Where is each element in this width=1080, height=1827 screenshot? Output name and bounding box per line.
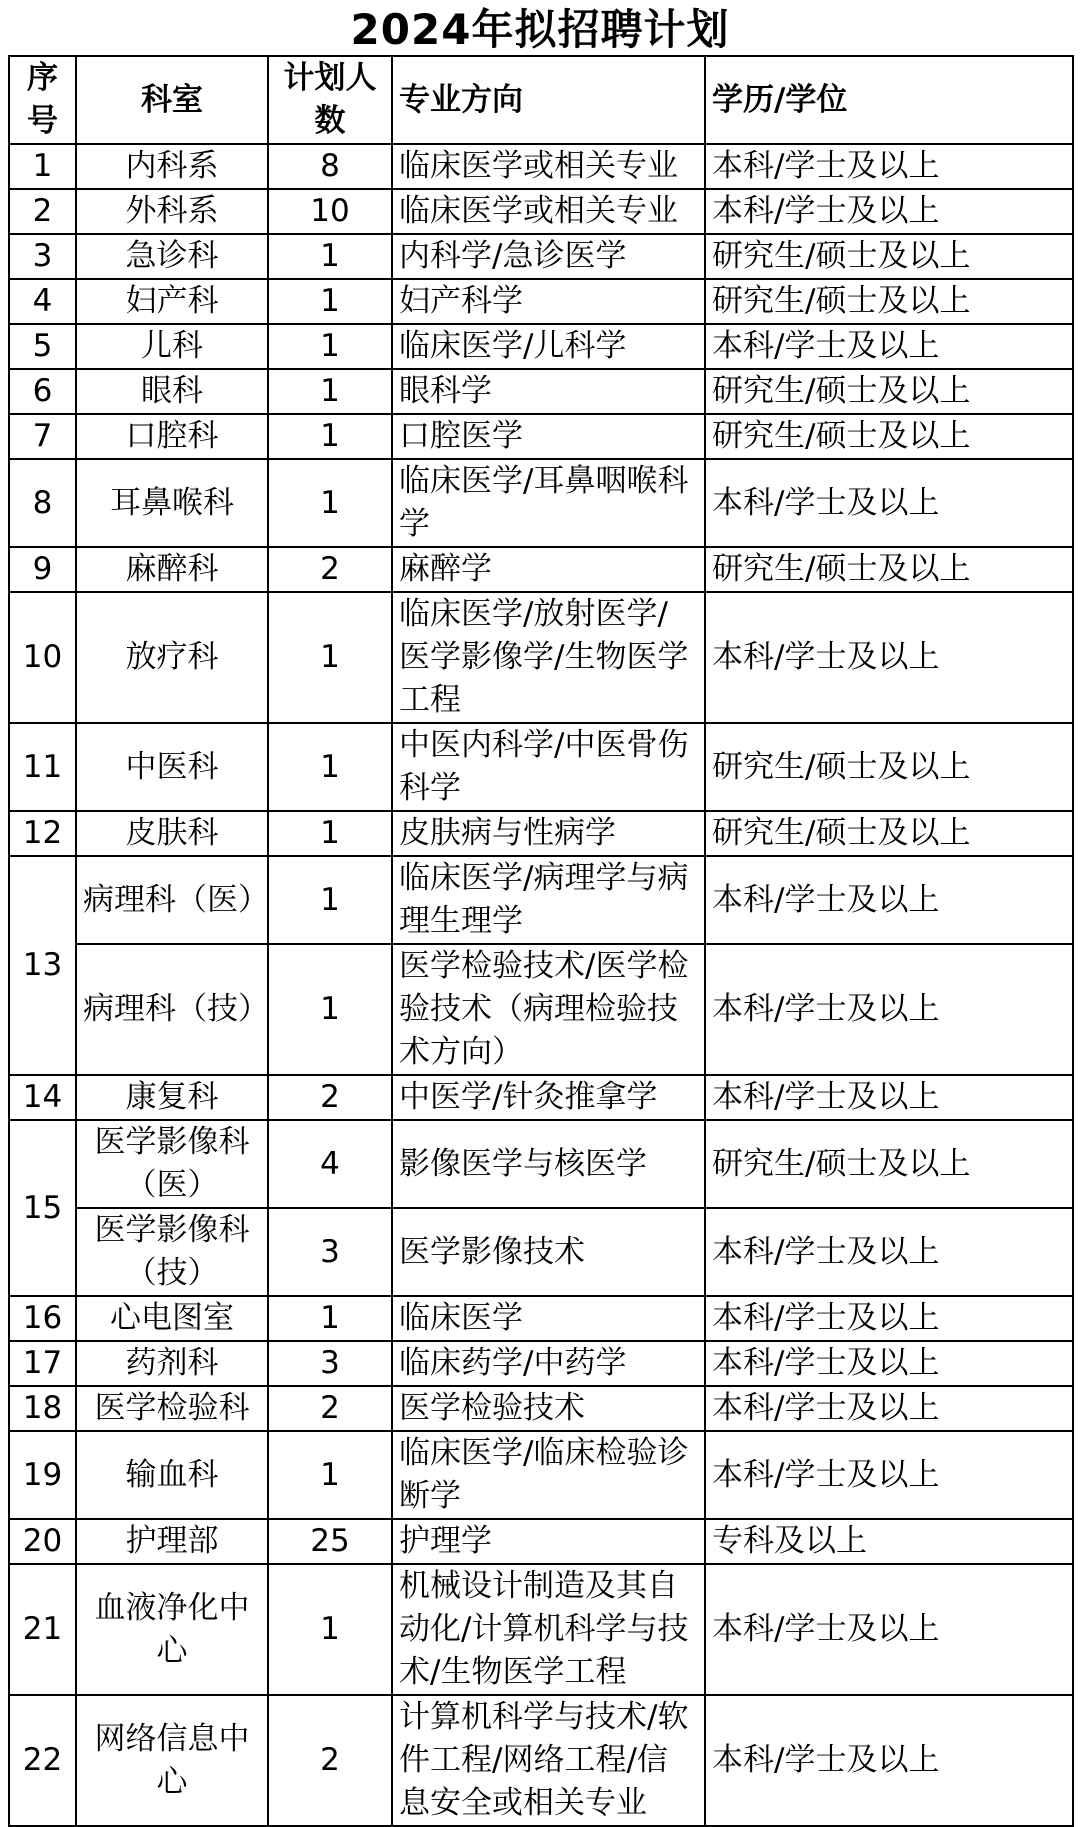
row-count: 25 (268, 1519, 392, 1564)
row-edu: 本科/学士及以上 (705, 1296, 1073, 1341)
row-count: 1 (268, 944, 392, 1075)
row-no: 4 (9, 279, 76, 324)
row-count: 2 (268, 1695, 392, 1826)
row-dept: 外科系 (76, 189, 268, 234)
header-count: 计划人数 (268, 56, 392, 144)
row-no: 3 (9, 234, 76, 279)
table-row (9, 1519, 1073, 1564)
row-edu: 本科/学士及以上 (705, 1431, 1073, 1519)
row-no: 11 (9, 723, 76, 811)
row-major: 临床药学/中药学 (392, 1341, 705, 1386)
row-dept: 输血科 (76, 1431, 268, 1519)
row-count: 1 (268, 234, 392, 279)
table-row (9, 414, 1073, 459)
table-row (9, 1431, 1073, 1519)
header-major: 专业方向 (392, 56, 705, 144)
row-major: 临床医学或相关专业 (392, 189, 705, 234)
row-count: 1 (268, 369, 392, 414)
row-dept: 网络信息中心 (76, 1695, 268, 1826)
row-major: 机械设计制造及其自动化/计算机科学与技术/生物医学工程 (392, 1564, 705, 1695)
row-dept: 内科系 (76, 144, 268, 189)
row-major: 临床医学/病理学与病理生理学 (392, 856, 705, 944)
row-dept: 麻醉科 (76, 547, 268, 592)
row-major: 影像医学与核医学 (392, 1120, 705, 1208)
row-count: 1 (268, 592, 392, 723)
row-dept: 中医科 (76, 723, 268, 811)
recruitment-table (8, 55, 1074, 1827)
row-dept: 医学影像科（医） (76, 1120, 268, 1208)
row-count: 1 (268, 856, 392, 944)
row-major: 临床医学/耳鼻咽喉科学 (392, 459, 705, 547)
table-row (9, 1695, 1073, 1826)
header-dept: 科室 (76, 56, 268, 144)
row-no: 6 (9, 369, 76, 414)
row-no: 9 (9, 547, 76, 592)
row-major: 计算机科学与技术/软件工程/网络工程/信息安全或相关专业 (392, 1695, 705, 1826)
row-edu: 研究生/硕士及以上 (705, 723, 1073, 811)
row-dept: 耳鼻喉科 (76, 459, 268, 547)
table-row (9, 723, 1073, 811)
row-count: 1 (268, 1296, 392, 1341)
row-edu: 专科及以上 (705, 1519, 1073, 1564)
table-row (9, 189, 1073, 234)
row-edu: 本科/学士及以上 (705, 592, 1073, 723)
row-dept: 医学影像科（技） (76, 1208, 268, 1296)
row-dept: 急诊科 (76, 234, 268, 279)
row-no: 12 (9, 811, 76, 856)
table-row (9, 1386, 1073, 1431)
row-major: 医学检验技术/医学检验技术（病理检验技术方向） (392, 944, 705, 1075)
row-no: 21 (9, 1564, 76, 1695)
row-edu: 本科/学士及以上 (705, 1208, 1073, 1296)
table-row (9, 144, 1073, 189)
row-edu: 研究生/硕士及以上 (705, 547, 1073, 592)
row-dept: 药剂科 (76, 1341, 268, 1386)
row-dept: 护理部 (76, 1519, 268, 1564)
row-edu: 本科/学士及以上 (705, 944, 1073, 1075)
row-no: 13 (9, 856, 76, 1075)
row-dept: 医学检验科 (76, 1386, 268, 1431)
row-no: 16 (9, 1296, 76, 1341)
page-title: 2024年拟招聘计划 (350, 5, 730, 54)
table-row (9, 547, 1073, 592)
row-no: 15 (9, 1120, 76, 1296)
row-count: 1 (268, 414, 392, 459)
row-no: 20 (9, 1519, 76, 1564)
row-count: 1 (268, 811, 392, 856)
row-no: 17 (9, 1341, 76, 1386)
header-no: 序号 (9, 56, 76, 144)
row-no: 8 (9, 459, 76, 547)
row-edu: 本科/学士及以上 (705, 856, 1073, 944)
row-dept: 儿科 (76, 324, 268, 369)
row-count: 3 (268, 1208, 392, 1296)
row-count: 2 (268, 547, 392, 592)
row-major: 皮肤病与性病学 (392, 811, 705, 856)
table-row (9, 279, 1073, 324)
row-dept: 血液净化中心 (76, 1564, 268, 1695)
row-count: 10 (268, 189, 392, 234)
row-no: 7 (9, 414, 76, 459)
row-edu: 本科/学士及以上 (705, 144, 1073, 189)
table-row (9, 1341, 1073, 1386)
row-no: 19 (9, 1431, 76, 1519)
table-row (9, 1120, 1073, 1208)
row-edu: 研究生/硕士及以上 (705, 369, 1073, 414)
row-count: 1 (268, 1431, 392, 1519)
row-edu: 研究生/硕士及以上 (705, 279, 1073, 324)
row-edu: 本科/学士及以上 (705, 1564, 1073, 1695)
header-row (9, 56, 1073, 144)
row-no: 14 (9, 1075, 76, 1120)
table-row (9, 811, 1073, 856)
table-row (9, 592, 1073, 723)
row-edu: 本科/学士及以上 (705, 189, 1073, 234)
row-dept: 放疗科 (76, 592, 268, 723)
row-major: 口腔医学 (392, 414, 705, 459)
row-no: 22 (9, 1695, 76, 1826)
row-major: 临床医学 (392, 1296, 705, 1341)
row-dept: 眼科 (76, 369, 268, 414)
row-major: 临床医学/儿科学 (392, 324, 705, 369)
row-edu: 研究生/硕士及以上 (705, 811, 1073, 856)
row-major: 眼科学 (392, 369, 705, 414)
row-edu: 研究生/硕士及以上 (705, 414, 1073, 459)
row-major: 麻醉学 (392, 547, 705, 592)
row-major: 临床医学/临床检验诊断学 (392, 1431, 705, 1519)
row-edu: 本科/学士及以上 (705, 1695, 1073, 1826)
row-dept: 皮肤科 (76, 811, 268, 856)
row-edu: 研究生/硕士及以上 (705, 1120, 1073, 1208)
row-no: 5 (9, 324, 76, 369)
row-major: 护理学 (392, 1519, 705, 1564)
row-no: 2 (9, 189, 76, 234)
row-major: 临床医学或相关专业 (392, 144, 705, 189)
row-dept: 康复科 (76, 1075, 268, 1120)
row-edu: 本科/学士及以上 (705, 1075, 1073, 1120)
row-dept: 妇产科 (76, 279, 268, 324)
row-no: 1 (9, 144, 76, 189)
row-no: 10 (9, 592, 76, 723)
row-edu: 本科/学士及以上 (705, 1341, 1073, 1386)
row-major: 内科学/急诊医学 (392, 234, 705, 279)
row-count: 1 (268, 279, 392, 324)
row-count: 4 (268, 1120, 392, 1208)
table-row (9, 1564, 1073, 1695)
row-edu: 本科/学士及以上 (705, 324, 1073, 369)
table-row (9, 856, 1073, 944)
header-edu: 学历/学位 (705, 56, 1073, 144)
table-row (9, 324, 1073, 369)
row-count: 2 (268, 1075, 392, 1120)
table-row (9, 459, 1073, 547)
row-count: 1 (268, 324, 392, 369)
row-count: 3 (268, 1341, 392, 1386)
row-dept: 口腔科 (76, 414, 268, 459)
row-major: 医学影像技术 (392, 1208, 705, 1296)
row-major: 医学检验技术 (392, 1386, 705, 1431)
table-row (9, 1296, 1073, 1341)
row-edu: 本科/学士及以上 (705, 459, 1073, 547)
row-count: 1 (268, 1564, 392, 1695)
row-count: 1 (268, 459, 392, 547)
table-row (9, 234, 1073, 279)
row-edu: 本科/学士及以上 (705, 1386, 1073, 1431)
row-dept: 心电图室 (76, 1296, 268, 1341)
row-edu: 研究生/硕士及以上 (705, 234, 1073, 279)
table-row (9, 369, 1073, 414)
row-no: 18 (9, 1386, 76, 1431)
row-major: 中医学/针灸推拿学 (392, 1075, 705, 1120)
table-row (9, 1208, 1073, 1296)
row-major: 妇产科学 (392, 279, 705, 324)
row-count: 8 (268, 144, 392, 189)
table-row (9, 944, 1073, 1075)
row-dept: 病理科（医） (76, 856, 268, 944)
row-major: 中医内科学/中医骨伤科学 (392, 723, 705, 811)
row-dept: 病理科（技） (76, 944, 268, 1075)
row-major: 临床医学/放射医学/医学影像学/生物医学工程 (392, 592, 705, 723)
row-count: 2 (268, 1386, 392, 1431)
table-row (9, 1075, 1073, 1120)
row-count: 1 (268, 723, 392, 811)
